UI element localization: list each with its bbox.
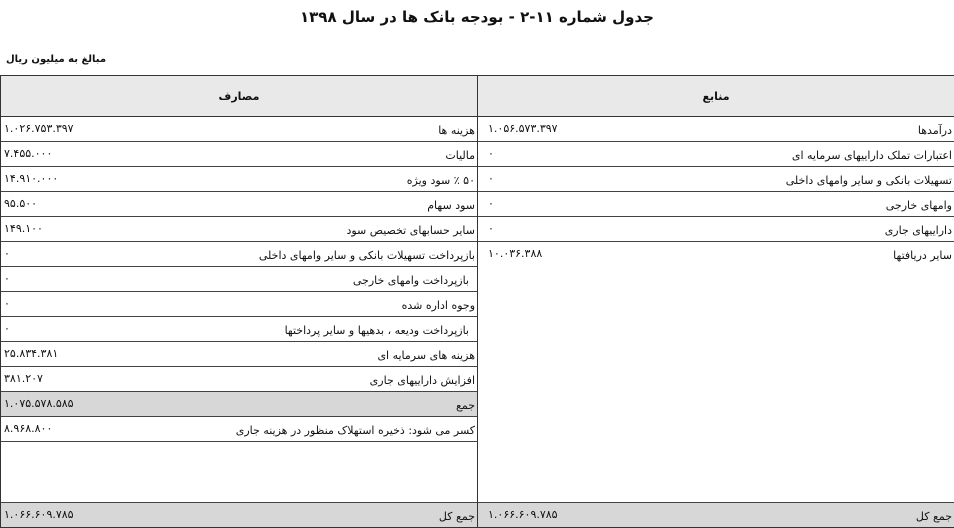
row-value: ۸.۹۶۸.۸۰۰ bbox=[4, 422, 53, 435]
budget-table bbox=[0, 75, 954, 528]
row-label: افزایش داراییهای جاری bbox=[369, 374, 475, 387]
row-value: ۲۵.۸۳۴.۳۸۱ bbox=[4, 347, 59, 360]
row-label: بازپرداخت وامهای خارجی bbox=[352, 274, 469, 287]
table-row bbox=[478, 217, 954, 242]
table-row bbox=[1, 192, 477, 217]
table-row bbox=[1, 242, 477, 267]
row-value: ۰ bbox=[488, 172, 494, 185]
grand-total-value: ۱.۰۶۶.۶۰۹.۷۸۵ bbox=[4, 508, 74, 521]
table-row bbox=[1, 267, 477, 292]
table-row bbox=[1, 342, 477, 367]
row-value: ۱.۰۵۶.۵۷۳.۳۹۷ bbox=[488, 122, 558, 135]
row-value: ۰ bbox=[488, 197, 494, 210]
expenditures-grand-total bbox=[1, 502, 477, 527]
row-label: بازپرداخت ودیعه ، بدهیها و سایر پرداختها bbox=[284, 324, 469, 337]
row-label: وامهای خارجی bbox=[885, 199, 952, 212]
row-label: درآمدها bbox=[917, 124, 952, 137]
table-row bbox=[478, 242, 954, 267]
unit-note: مبالغ به میلیون ریال bbox=[6, 54, 107, 65]
row-label: ۵۰ ٪ سود ویژه bbox=[406, 174, 475, 187]
row-label: جمع bbox=[455, 399, 475, 412]
row-value: ۱۴.۹۱۰.۰۰۰ bbox=[4, 172, 59, 185]
row-label: سود سهام bbox=[427, 199, 475, 212]
row-label: هزینه ها bbox=[438, 124, 475, 137]
row-label: تسهیلات بانکی و سایر وامهای داخلی bbox=[785, 174, 952, 187]
row-value: ۰ bbox=[4, 297, 10, 310]
resources-grand-total bbox=[478, 502, 954, 527]
expenditures-header: مصارف bbox=[1, 76, 477, 117]
row-label: کسر می شود: ذخیره استهلاک منظور در هزینه جاری bbox=[235, 424, 475, 437]
table-row bbox=[1, 142, 477, 167]
row-value: ۰ bbox=[488, 147, 494, 160]
row-label: داراییهای جاری bbox=[884, 224, 952, 237]
resources-column bbox=[478, 76, 954, 527]
table-row bbox=[1, 367, 477, 392]
expenditures-column bbox=[1, 76, 478, 527]
table-row bbox=[1, 117, 477, 142]
row-value: ۱.۰۲۶.۷۵۳.۳۹۷ bbox=[4, 122, 74, 135]
row-value: ۳۸۱.۲۰۷ bbox=[4, 372, 43, 385]
grand-total-label: جمع کل bbox=[915, 510, 952, 523]
row-label: وجوه اداره شده bbox=[401, 299, 475, 312]
row-label: سایر حسابهای تخصیص سود bbox=[346, 224, 475, 237]
row-value: ۱۰.۰۳۶.۳۸۸ bbox=[488, 247, 543, 260]
grand-total-label: جمع کل bbox=[438, 510, 475, 523]
row-value: ۹۵.۵۰۰ bbox=[4, 197, 38, 210]
row-label: سایر دریافتها bbox=[893, 249, 952, 262]
table-row bbox=[1, 167, 477, 192]
row-value: ۰ bbox=[488, 222, 494, 235]
table-row bbox=[1, 317, 477, 342]
table-row bbox=[478, 167, 954, 192]
row-label: هزینه های سرمایه ای bbox=[377, 349, 475, 362]
row-value: ۱.۰۷۵.۵۷۸.۵۸۵ bbox=[4, 397, 74, 410]
table-row bbox=[478, 192, 954, 217]
table-row bbox=[478, 142, 954, 167]
resources-header: منابع bbox=[478, 76, 954, 117]
row-value: ۷.۴۵۵.۰۰۰ bbox=[4, 147, 53, 160]
page-title: جدول شماره ۱۱-۲ - بودجه بانک ها در سال ۱۳۹۸ bbox=[300, 8, 654, 26]
subtotal-row bbox=[1, 392, 477, 417]
row-value: ۰ bbox=[4, 247, 10, 260]
row-value: ۰ bbox=[4, 322, 10, 335]
table-row bbox=[478, 117, 954, 142]
table-row bbox=[1, 417, 477, 442]
row-value: ۰ bbox=[4, 272, 10, 285]
row-label: بازپرداخت تسهیلات بانکی و سایر وامهای داخلی bbox=[258, 249, 475, 262]
grand-total-value: ۱.۰۶۶.۶۰۹.۷۸۵ bbox=[488, 508, 558, 521]
table-row bbox=[1, 292, 477, 317]
row-label: مالیات bbox=[445, 149, 475, 162]
row-value: ۱۴۹.۱۰۰ bbox=[4, 222, 43, 235]
table-row bbox=[1, 217, 477, 242]
row-label: اعتبارات تملک داراییهای سرمایه ای bbox=[791, 149, 952, 162]
